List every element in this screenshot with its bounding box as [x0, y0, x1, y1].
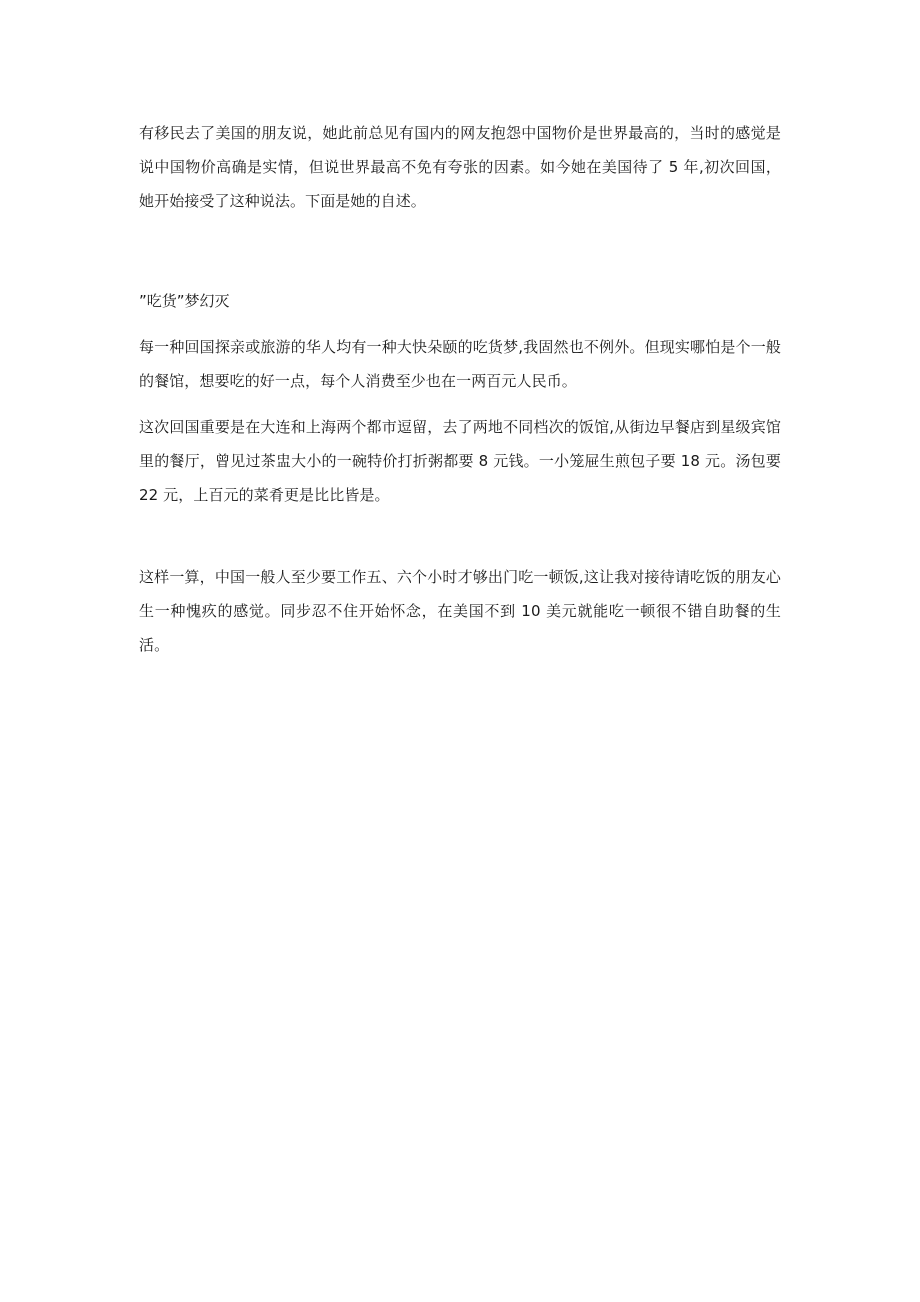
body-paragraph-3: 这样一算，中国一般人至少要工作五、六个小时才够出门吃一顿饭,这让我对接待请吃饭的朋友心生一种愧疚的感觉。同步忍不住开始怀念，在美国不到 10 美元就能吃一顿很不错自助餐的生活。 — [139, 568, 781, 654]
section-heading: ”吃货”梦幻灭 — [139, 292, 230, 310]
spacer — [139, 398, 781, 410]
intro-paragraph: 有移民去了美国的朋友说，她此前总见有国内的网友抱怨中国物价是世界最高的，当时的感觉是说中国物价高确是实情，但说世界最高不免有夸张的因素。如今她在美国待了 5 年,初次回国，她开始接受了这种说法。下面是她的自述。 — [139, 124, 781, 210]
spacer — [139, 218, 781, 284]
spacer — [139, 512, 781, 560]
document-body — [139, 116, 781, 662]
body-paragraph-1: 每一种回国探亲或旅游的华人均有一种大快朵颐的吃货梦,我固然也不例外。但现实哪怕是个一般的餐馆，想要吃的好一点，每个人消费至少也在一两百元人民币。 — [139, 338, 781, 390]
body-paragraph-2: 这次回国重要是在大连和上海两个都市逗留，去了两地不同档次的饭馆,从街边早餐店到星级宾馆里的餐厅，曾见过茶盅大小的一碗特价打折粥都要 8 元钱。一小笼屉生煎包子要 18 元。汤包要 22 元，上百元的菜肴更是比比皆是。 — [139, 418, 781, 504]
spacer — [139, 318, 781, 330]
